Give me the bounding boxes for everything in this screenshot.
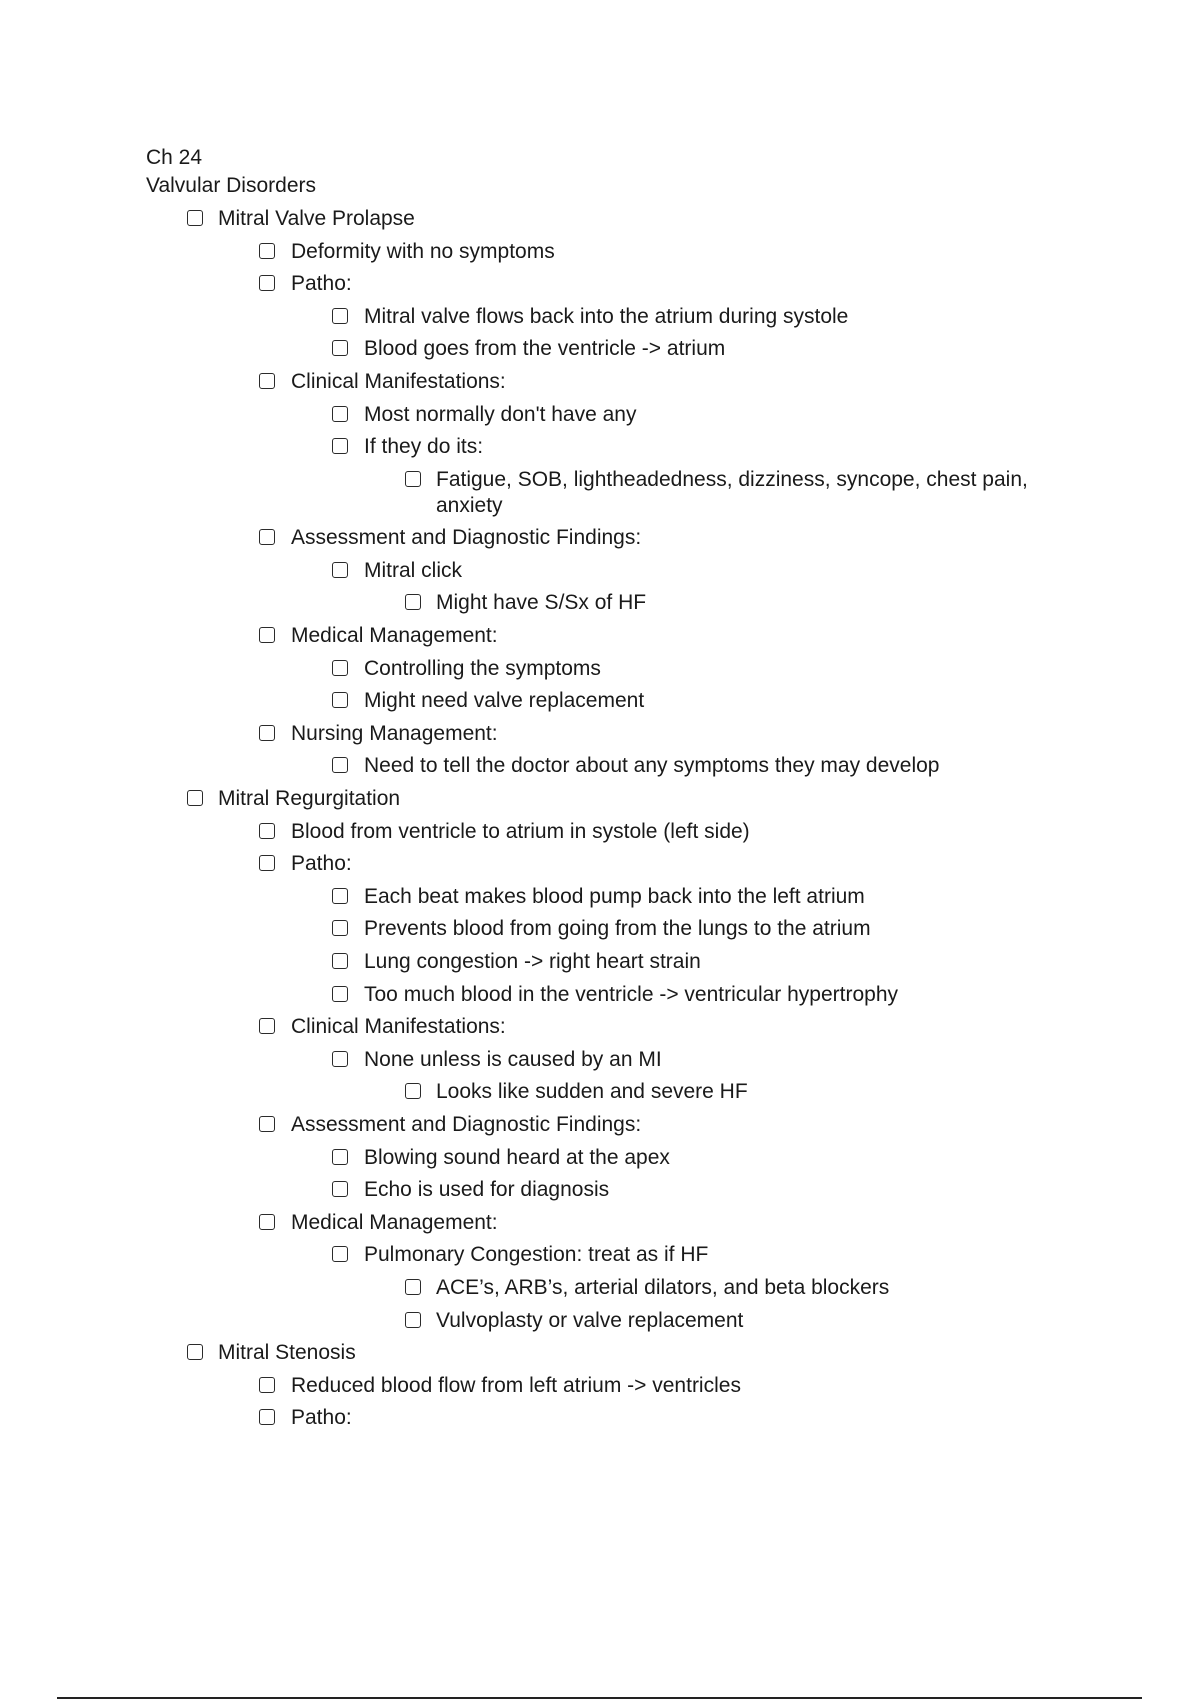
- checklist-item: [0, 434, 1200, 467]
- checkbox[interactable]: [259, 373, 275, 389]
- checklist-item: [0, 1275, 1200, 1308]
- checklist-item-text: Pulmonary Congestion: treat as if HF: [364, 1243, 709, 1267]
- checklist-item-text: Fatigue, SOB, lightheadedness, dizziness, syncope, chest pain, anxiety: [436, 467, 1028, 517]
- checkbox[interactable]: [405, 1279, 421, 1295]
- checkbox[interactable]: [332, 888, 348, 904]
- checkbox[interactable]: [259, 243, 275, 259]
- checkbox[interactable]: [332, 1149, 348, 1165]
- checkbox[interactable]: [405, 1083, 421, 1099]
- checkbox[interactable]: [187, 1344, 203, 1360]
- checkbox[interactable]: [332, 692, 348, 708]
- checklist-item: [0, 656, 1200, 689]
- checklist-item: [0, 916, 1200, 949]
- checklist-item: [0, 369, 1200, 402]
- checklist-item: [0, 1340, 1200, 1373]
- checklist-item-text: Blowing sound heard at the apex: [364, 1145, 670, 1169]
- checklist-item: [0, 402, 1200, 435]
- checklist-item-text: Echo is used for diagnosis: [364, 1178, 610, 1202]
- checklist-item: [0, 1308, 1200, 1341]
- checklist-item: [0, 239, 1200, 272]
- checklist-item: [0, 590, 1200, 623]
- checklist-item: [0, 982, 1200, 1015]
- document-title: Ch 24: [146, 146, 203, 169]
- checklist-item: [0, 271, 1200, 304]
- checklist-item-text: Reduced blood flow from left atrium -> ventricles: [291, 1373, 741, 1397]
- checklist-item: [0, 819, 1200, 852]
- checklist-item: [0, 467, 1200, 526]
- checkbox[interactable]: [259, 1214, 275, 1230]
- checklist-item: [0, 623, 1200, 656]
- checklist-item-text: Deformity with no symptoms: [291, 239, 555, 263]
- checklist-item-text: If they do its:: [364, 435, 484, 459]
- checklist-item-text: ACE’s, ARB’s, arterial dilators, and beta blockers: [436, 1275, 890, 1299]
- checklist-item: [0, 1112, 1200, 1145]
- checklist-item: [0, 786, 1200, 819]
- checklist-item-text: Patho:: [291, 272, 352, 296]
- checkbox[interactable]: [187, 210, 203, 226]
- checklist-item-text: Too much blood in the ventricle -> ventricular hypertrophy: [364, 982, 899, 1006]
- checklist-item-text: Mitral Regurgitation: [218, 787, 401, 810]
- checklist-item-text: Each beat makes blood pump back into the left atrium: [364, 884, 865, 908]
- checklist-item: [0, 851, 1200, 884]
- checklist-item: [0, 753, 1200, 786]
- checklist-item-text: Prevents blood from going from the lungs to the atrium: [364, 917, 871, 941]
- checklist-item: [0, 1177, 1200, 1210]
- checkbox[interactable]: [405, 594, 421, 610]
- checklist-item-text: Mitral Valve Prolapse: [218, 207, 415, 230]
- checklist-item-text: Mitral valve flows back into the atrium during systole: [364, 304, 849, 328]
- checkbox[interactable]: [332, 1051, 348, 1067]
- checklist-item-text: Patho:: [291, 1406, 352, 1430]
- checkbox[interactable]: [259, 1377, 275, 1393]
- checkbox[interactable]: [332, 660, 348, 676]
- checklist-item-text: Vulvoplasty or valve replacement: [436, 1308, 744, 1332]
- checklist-item-text: Looks like sudden and severe HF: [436, 1080, 748, 1104]
- checklist-item-text: Clinical Manifestations:: [291, 369, 506, 393]
- checkbox[interactable]: [259, 275, 275, 291]
- checkbox[interactable]: [259, 725, 275, 741]
- checklist-item: [0, 206, 1200, 239]
- checkbox[interactable]: [332, 757, 348, 773]
- footer-rule: [57, 1697, 1142, 1699]
- checklist-item: [0, 1242, 1200, 1275]
- checkbox[interactable]: [259, 855, 275, 871]
- checklist-item-text: Medical Management:: [291, 1210, 498, 1234]
- checklist-item-text: Might need valve replacement: [364, 689, 645, 713]
- checklist-item-text: Assessment and Diagnostic Findings:: [291, 1112, 642, 1136]
- checkbox[interactable]: [332, 562, 348, 578]
- document-subtitle: Valvular Disorders: [146, 174, 316, 197]
- checkbox[interactable]: [332, 920, 348, 936]
- checkbox[interactable]: [259, 1116, 275, 1132]
- checklist-item: [0, 688, 1200, 721]
- checkbox[interactable]: [332, 1181, 348, 1197]
- checklist-item-text: Blood from ventricle to atrium in systole (left side): [291, 819, 750, 843]
- checklist-item-text: Blood goes from the ventricle -> atrium: [364, 337, 726, 361]
- checkbox[interactable]: [259, 627, 275, 643]
- checkbox[interactable]: [259, 529, 275, 545]
- checklist-item: [0, 1079, 1200, 1112]
- checklist-item: [0, 1047, 1200, 1080]
- checklist-item-text: None unless is caused by an MI: [364, 1047, 662, 1071]
- checkbox[interactable]: [332, 438, 348, 454]
- checklist-item-text: Need to tell the doctor about any symptoms they may develop: [364, 754, 940, 778]
- checklist-item: [0, 1405, 1200, 1438]
- checklist-item: [0, 1145, 1200, 1178]
- checkbox[interactable]: [332, 1246, 348, 1262]
- checkbox[interactable]: [405, 1312, 421, 1328]
- checklist-item: [0, 304, 1200, 337]
- checkbox[interactable]: [405, 471, 421, 487]
- checkbox[interactable]: [332, 340, 348, 356]
- checkbox[interactable]: [259, 1018, 275, 1034]
- checklist-item: [0, 721, 1200, 754]
- checklist-item: [0, 949, 1200, 982]
- checklist-item-text: Assessment and Diagnostic Findings:: [291, 526, 642, 550]
- checklist: [0, 206, 1200, 1438]
- checklist-item: [0, 1373, 1200, 1406]
- checkbox[interactable]: [187, 790, 203, 806]
- checkbox[interactable]: [332, 986, 348, 1002]
- checkbox[interactable]: [332, 406, 348, 422]
- checkbox[interactable]: [259, 1409, 275, 1425]
- checklist-item-text: Patho:: [291, 852, 352, 876]
- checklist-item: [0, 1014, 1200, 1047]
- checkbox[interactable]: [332, 308, 348, 324]
- checklist-item-text: Most normally don't have any: [364, 402, 637, 426]
- checklist-item-text: Might have S/Sx of HF: [436, 591, 647, 615]
- checklist-item: [0, 336, 1200, 369]
- checklist-item: [0, 884, 1200, 917]
- checklist-item-text: Lung congestion -> right heart strain: [364, 949, 701, 973]
- checklist-item-text: Medical Management:: [291, 624, 498, 648]
- checklist-item: [0, 558, 1200, 591]
- checklist-item-text: Controlling the symptoms: [364, 656, 601, 680]
- checkbox[interactable]: [259, 823, 275, 839]
- checklist-item-text: Nursing Management:: [291, 721, 498, 745]
- checklist-item-text: Mitral click: [364, 558, 462, 582]
- checklist-item-text: Mitral Stenosis: [218, 1341, 356, 1365]
- checklist-item: [0, 525, 1200, 558]
- checklist-item: [0, 1210, 1200, 1243]
- checkbox[interactable]: [332, 953, 348, 969]
- checklist-item-text: Clinical Manifestations:: [291, 1015, 506, 1039]
